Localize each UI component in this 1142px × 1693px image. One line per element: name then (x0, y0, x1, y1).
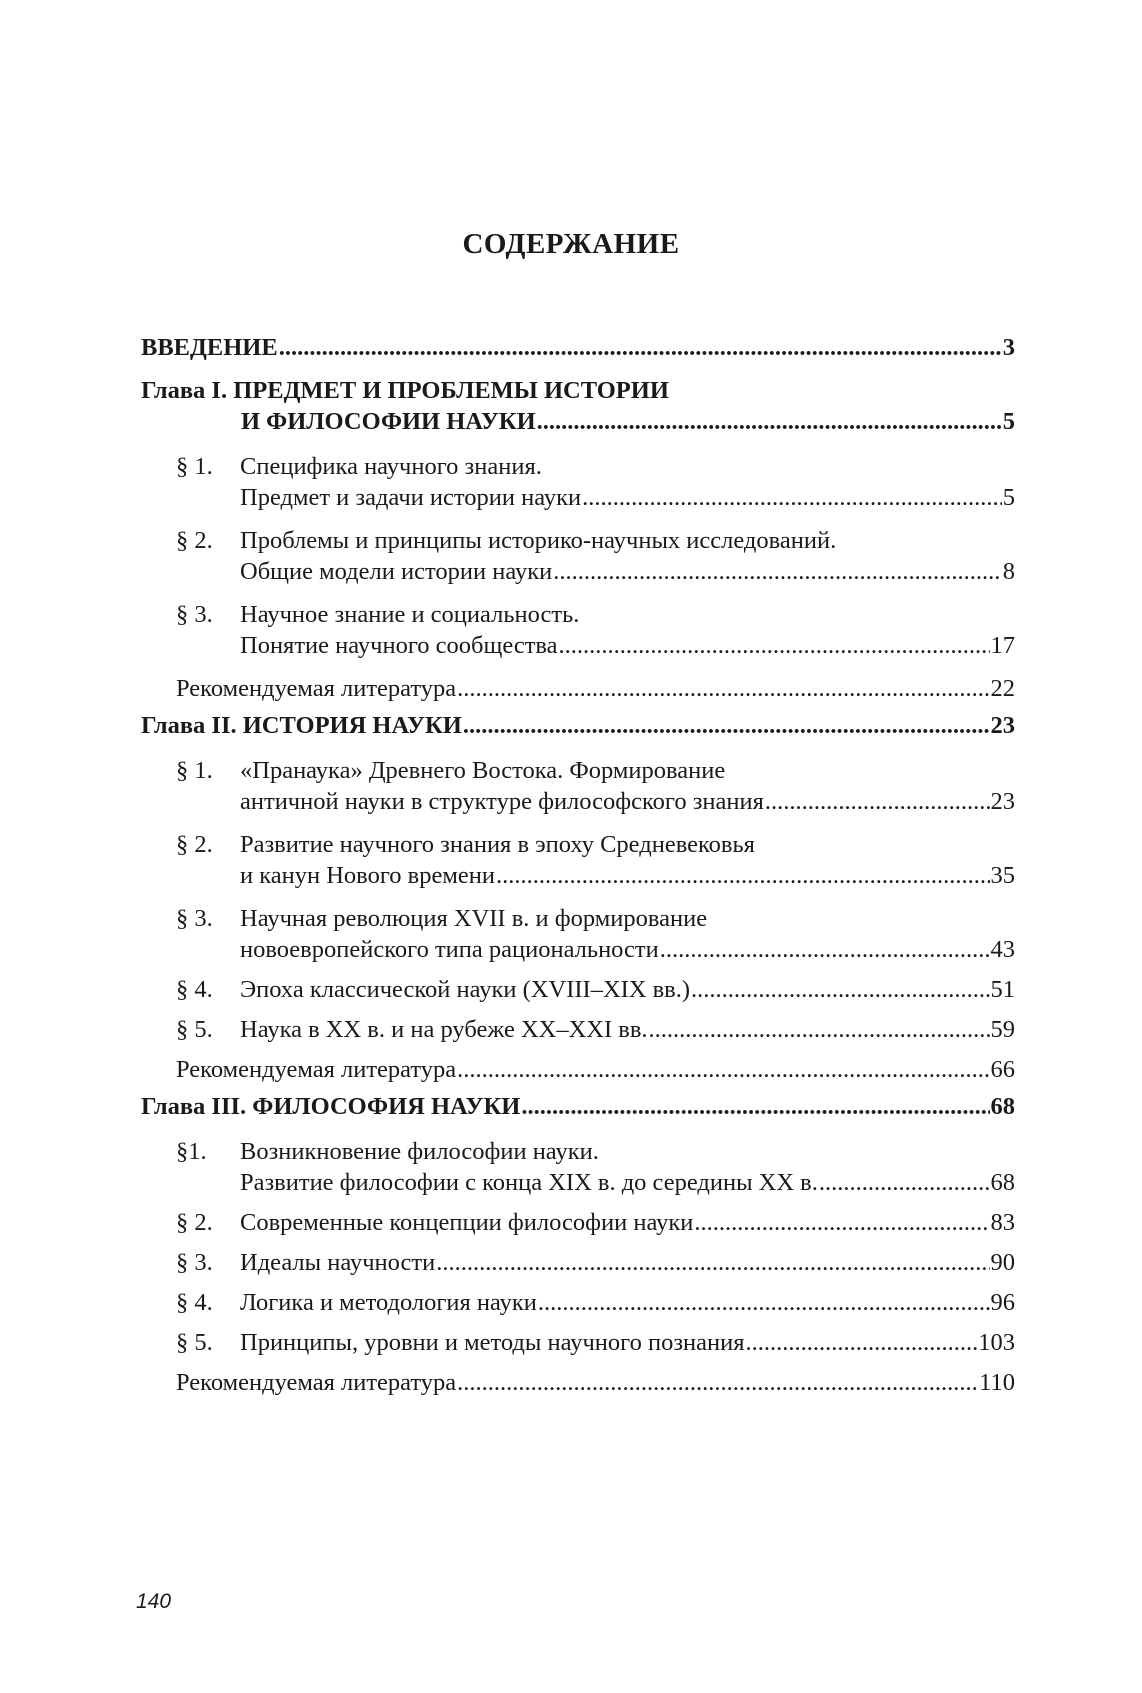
section-title: Эпоха классической науки (XVIII–XIX вв.) (240, 976, 691, 1003)
toc-chapter-3-title: Глава III. ФИЛОСОФИЯ НАУКИ (141, 1093, 521, 1120)
toc-section-2-1[interactable] (141, 755, 1015, 817)
dot-leader (691, 974, 989, 1005)
section-title-line2: Понятие научного сообщества (240, 632, 558, 659)
toc-intro[interactable] (141, 332, 1015, 363)
section-page: 90 (990, 1249, 1015, 1276)
toc-chapter-2-title: Глава II. ИСТОРИЯ НАУКИ (141, 712, 462, 739)
toc-section-3-5[interactable] (141, 1327, 1015, 1358)
toc-recommended-3[interactable] (141, 1367, 1015, 1398)
toc-section-3-4[interactable] (141, 1287, 1015, 1318)
section-page: 51 (990, 976, 1015, 1003)
section-title-line2: новоевропейского типа рациональности (240, 936, 659, 963)
section-page: 5 (1002, 484, 1015, 511)
section-number: § 2. (176, 1209, 213, 1236)
toc-chapter-3[interactable] (141, 1091, 1015, 1122)
toc-recommended-2[interactable] (141, 1054, 1015, 1085)
section-number: § 3. (176, 905, 213, 932)
section-title-line2: античной науки в структуре философского знания (240, 788, 764, 815)
section-title-line2: Развитие философии с конца XIX в. до середины XX в. (240, 1169, 818, 1196)
dot-leader (649, 1014, 990, 1045)
section-page: 103 (978, 1329, 1015, 1356)
toc-section-3-1[interactable] (141, 1136, 1015, 1198)
section-title-line1: Возникновение философии науки. (240, 1138, 599, 1165)
section-title-line1: Проблемы и принципы историко-научных исследований. (240, 527, 837, 554)
section-title-line1: Научное знание и социальность. (240, 601, 580, 628)
toc-section-3-2[interactable] (141, 1207, 1015, 1238)
page-title: СОДЕРЖАНИЕ (462, 228, 680, 260)
toc-chapter-2[interactable] (141, 710, 1015, 741)
section-number: § 5. (176, 1329, 213, 1356)
section-title-line2: Предмет и задачи истории науки (240, 484, 582, 511)
dot-leader (660, 934, 990, 965)
recommended-label: Рекомендуемая литература (176, 1056, 457, 1083)
toc-section-3-3[interactable] (141, 1247, 1015, 1278)
section-title-line2: и канун Нового времени (240, 862, 495, 889)
dot-leader (694, 1207, 989, 1238)
dot-leader (279, 332, 1002, 363)
section-page: 17 (990, 632, 1015, 659)
dot-leader (457, 1367, 978, 1398)
section-number: § 5. (176, 1016, 213, 1043)
section-page: 59 (990, 1016, 1015, 1043)
section-number: § 1. (176, 757, 213, 784)
dot-leader (457, 1054, 989, 1085)
section-number: § 3. (176, 1249, 213, 1276)
section-number: § 4. (176, 1289, 213, 1316)
toc-chapter-2-page: 23 (990, 712, 1015, 739)
recommended-label: Рекомендуемая литература (176, 675, 457, 702)
section-title: Идеалы научности (240, 1249, 436, 1276)
toc-section-2-2[interactable] (141, 829, 1015, 891)
dot-leader (559, 630, 990, 661)
section-page: 83 (990, 1209, 1015, 1236)
toc-chapter-1-page: 5 (1002, 408, 1015, 435)
dot-leader (537, 406, 1002, 437)
toc-section-1-2[interactable] (141, 525, 1015, 587)
section-number: § 3. (176, 601, 213, 628)
recommended-page: 22 (990, 675, 1015, 702)
dot-leader (538, 1287, 990, 1318)
dot-leader (436, 1247, 989, 1278)
section-page: 8 (1002, 558, 1015, 585)
toc-intro-label: ВВЕДЕНИЕ (141, 334, 278, 361)
section-title-line2: Общие модели истории науки (240, 558, 553, 585)
toc-chapter-1-title-line1: Глава I. ПРЕДМЕТ И ПРОБЛЕМЫ ИСТОРИИ (141, 377, 669, 404)
page-number: 140 (136, 1590, 172, 1613)
section-title-line1: Специфика научного знания. (240, 453, 542, 480)
recommended-label: Рекомендуемая литература (176, 1369, 457, 1396)
dot-leader (496, 860, 990, 891)
toc-section-1-1[interactable] (141, 451, 1015, 513)
section-page: 35 (990, 862, 1015, 889)
toc-section-2-5[interactable] (141, 1014, 1015, 1045)
dot-leader (819, 1167, 990, 1198)
toc-recommended-1[interactable] (141, 673, 1015, 704)
toc-section-2-3[interactable] (141, 903, 1015, 965)
section-title-line1: «Пранаука» Древнего Востока. Формирование (240, 757, 726, 784)
dot-leader (765, 786, 990, 817)
dot-leader (463, 710, 990, 741)
table-of-contents (141, 332, 1015, 1398)
toc-section-2-4[interactable] (141, 974, 1015, 1005)
section-title: Логика и методология науки (240, 1289, 537, 1316)
section-page: 43 (990, 936, 1015, 963)
section-page: 96 (990, 1289, 1015, 1316)
section-number: § 2. (176, 831, 213, 858)
toc-chapter-1-title-line2: И ФИЛОСОФИИ НАУКИ (241, 408, 536, 435)
section-title-line1: Научная революция XVII в. и формирование (240, 905, 708, 932)
dot-leader (553, 556, 1002, 587)
dot-leader (582, 482, 1002, 513)
section-number: §1. (176, 1138, 207, 1165)
toc-section-1-3[interactable] (141, 599, 1015, 661)
section-number: § 2. (176, 527, 213, 554)
section-page: 68 (990, 1169, 1015, 1196)
section-title: Принципы, уровни и методы научного познания (240, 1329, 745, 1356)
dot-leader (745, 1327, 977, 1358)
toc-chapter-1[interactable] (141, 375, 1015, 437)
dot-leader (521, 1091, 989, 1122)
section-title: Современные концепции философии науки (240, 1209, 694, 1236)
recommended-page: 110 (979, 1369, 1015, 1396)
section-title-line1: Развитие научного знания в эпоху Средневековья (240, 831, 755, 858)
section-title: Наука в XX в. и на рубеже XX–XXI вв. (240, 1016, 648, 1043)
section-number: § 1. (176, 453, 213, 480)
toc-chapter-3-page: 68 (990, 1093, 1015, 1120)
dot-leader (457, 673, 989, 704)
recommended-page: 66 (990, 1056, 1015, 1083)
section-page: 23 (990, 788, 1015, 815)
toc-intro-page: 3 (1002, 334, 1015, 361)
section-number: § 4. (176, 976, 213, 1003)
